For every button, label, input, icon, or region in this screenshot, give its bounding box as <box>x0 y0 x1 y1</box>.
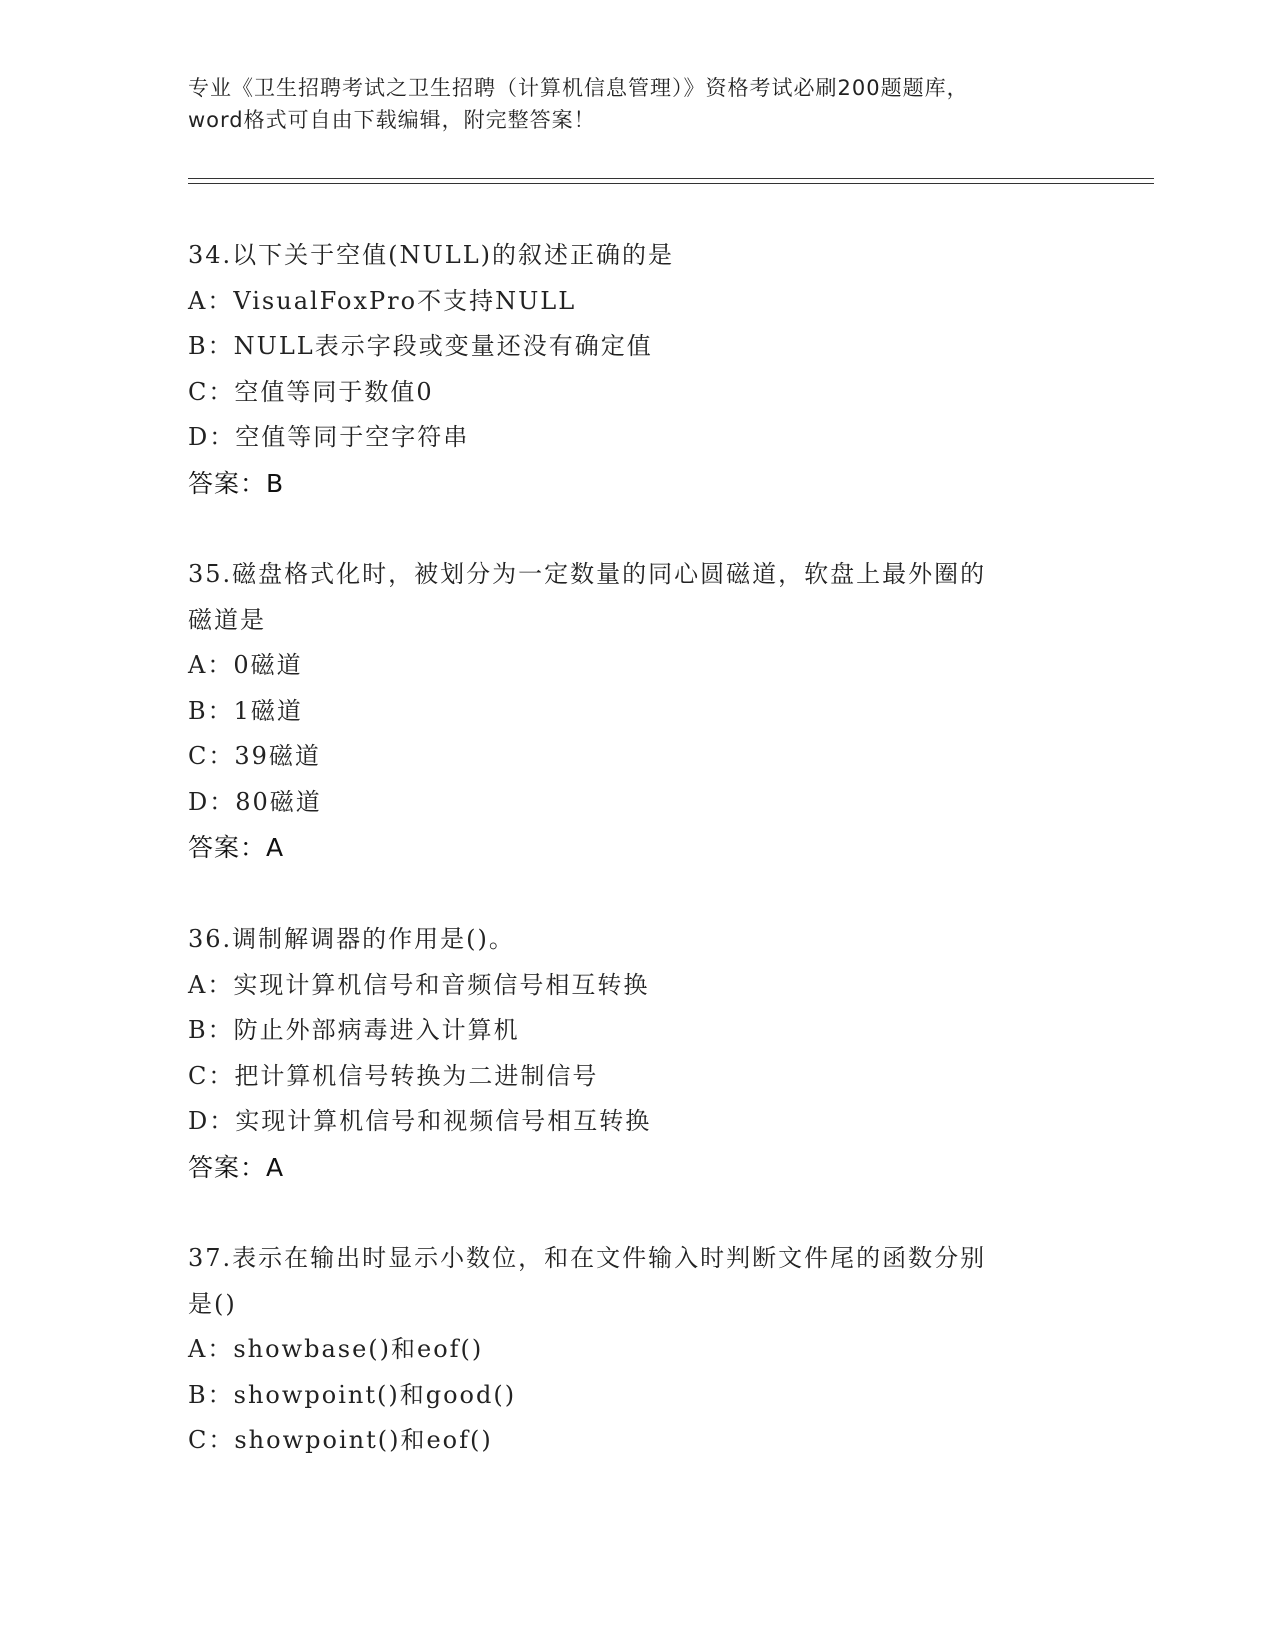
option-a: A：实现计算机信号和音频信号相互转换 <box>188 970 650 999</box>
answer: 答案：A <box>188 833 285 862</box>
option-a: A：VisualFoxPro不支持NULL <box>188 286 577 315</box>
document-header <box>188 72 1088 136</box>
header-line-2: word格式可自由下载编辑，附完整答案！ <box>188 108 596 132</box>
header-line-1: 专业《卫生招聘考试之卫生招聘（计算机信息管理）》资格考试必刷200题题库， <box>188 76 969 100</box>
option-d: D：实现计算机信号和视频信号相互转换 <box>188 1107 652 1135</box>
question-37 <box>188 1236 1088 1464</box>
answer: 答案：A <box>188 1152 285 1182</box>
question-stem-continued: 磁道是 <box>188 605 266 634</box>
option-a: A：showbase()和eof() <box>188 1335 484 1363</box>
question-34 <box>188 233 1088 506</box>
option-c: C：39磁道 <box>188 742 321 770</box>
question-stem: 37.表示在输出时显示小数位，和在文件输入时判断文件尾的函数分别 <box>188 1244 987 1272</box>
option-c: C：把计算机信号转换为二进制信号 <box>188 1061 599 1090</box>
question-35 <box>188 552 1088 871</box>
option-b: B：1磁道 <box>188 696 303 725</box>
question-36 <box>188 917 1088 1190</box>
option-a: A：0磁道 <box>188 651 303 679</box>
option-c: C：showpoint()和eof() <box>188 1426 493 1454</box>
option-b: B：防止外部病毒进入计算机 <box>188 1016 520 1044</box>
header-divider-top <box>188 178 1154 179</box>
question-stem-continued: 是() <box>188 1289 237 1318</box>
header-divider-bottom <box>188 183 1154 184</box>
option-d: D：80磁道 <box>188 787 322 816</box>
question-stem: 36.调制解调器的作用是()。 <box>188 925 515 953</box>
question-stem: 34.以下关于空值(NULL)的叙述正确的是 <box>188 241 674 269</box>
answer: 答案：B <box>188 468 285 498</box>
option-c: C：空值等同于数值0 <box>188 377 434 406</box>
option-b: B：NULL表示字段或变量还没有确定值 <box>188 332 653 360</box>
option-b: B：showpoint()和good() <box>188 1380 517 1409</box>
option-d: D：空值等同于空字符串 <box>188 423 470 451</box>
question-stem: 35.磁盘格式化时，被划分为一定数量的同心圆磁道，软盘上最外圈的 <box>188 560 987 588</box>
